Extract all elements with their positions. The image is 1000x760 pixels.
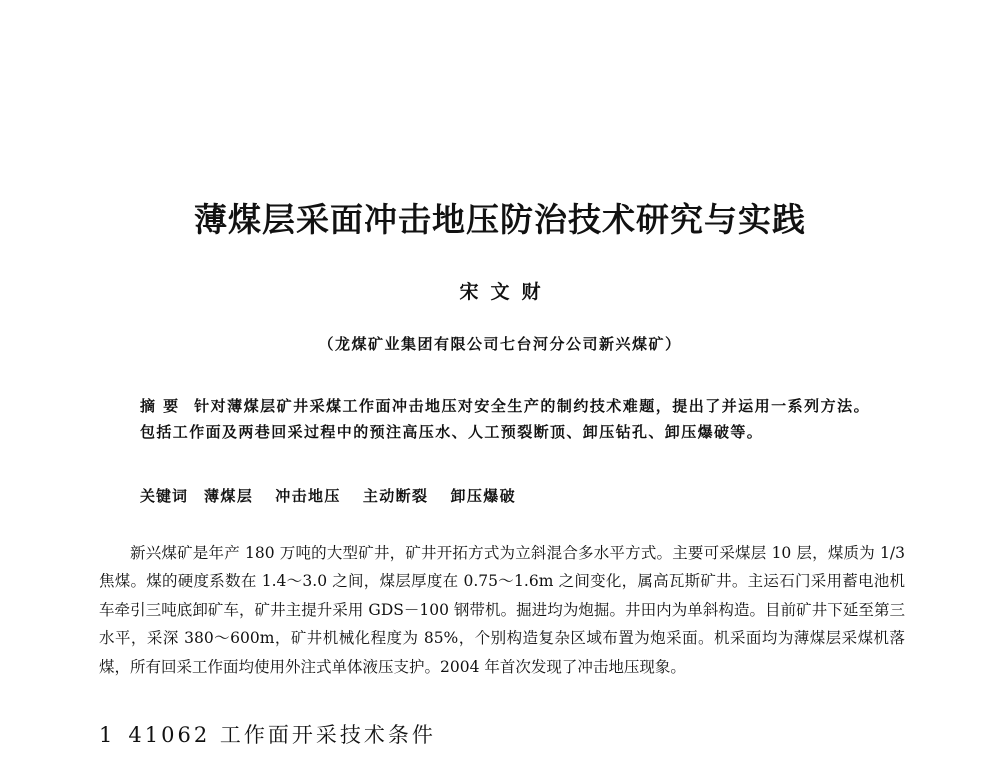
abstract-text: 针对薄煤层矿井采煤工作面冲击地压对安全生产的制约技术难题，提出了并运用一系列方法。包括工作面及两巷回采过程中的预注高压水、人工预裂断顶、卸压钻孔、卸压爆破等。 bbox=[140, 397, 870, 441]
keyword-item: 主动断裂 bbox=[362, 487, 429, 505]
keywords bbox=[140, 484, 870, 508]
section-title: 41062 工作面开采技术条件 bbox=[128, 723, 436, 747]
body-paragraph: 新兴煤矿是年产 180 万吨的大型矿井，矿井开拓方式为立斜混合多水平方式。主要可采煤层 10 层，煤质为 1/3 焦煤。煤的硬度系数在 1.4～3.0 之间，煤层厚度在 0.75～1.6m 之间变化，属高瓦斯矿井。主运石门采用蓄电池机车牵引三吨底卸矿车，矿井主提升采用 GDS－100 钢带机。掘进均为炮掘。井田内为单斜构造。目前矿井下延至第三水平，采深 380～600m，矿井机械化程度为 85%，个别构造复杂区域布置为炮采面。机采面均为薄煤层采煤机落煤，所有回采工作面均使用外注式单体液压支护。2004 年首次发现了冲击地压现象。 bbox=[99, 544, 905, 676]
keyword-item: 冲击地压 bbox=[275, 487, 341, 505]
author-name: 宋文财 bbox=[459, 281, 553, 303]
abstract bbox=[140, 393, 870, 445]
keyword-item: 薄煤层 bbox=[204, 487, 254, 505]
keywords-label: 关键词 bbox=[140, 487, 189, 505]
abstract-label: 摘要 bbox=[140, 397, 187, 415]
author-affiliation: （龙煤矿业集团有限公司七台河分公司新兴煤矿） bbox=[318, 335, 682, 353]
paper-title: 薄煤层采面冲击地压防治技术研究与实践 bbox=[194, 200, 806, 239]
section-number: 1 bbox=[99, 723, 113, 747]
keyword-item: 卸压爆破 bbox=[450, 487, 517, 505]
section-heading bbox=[99, 719, 436, 751]
